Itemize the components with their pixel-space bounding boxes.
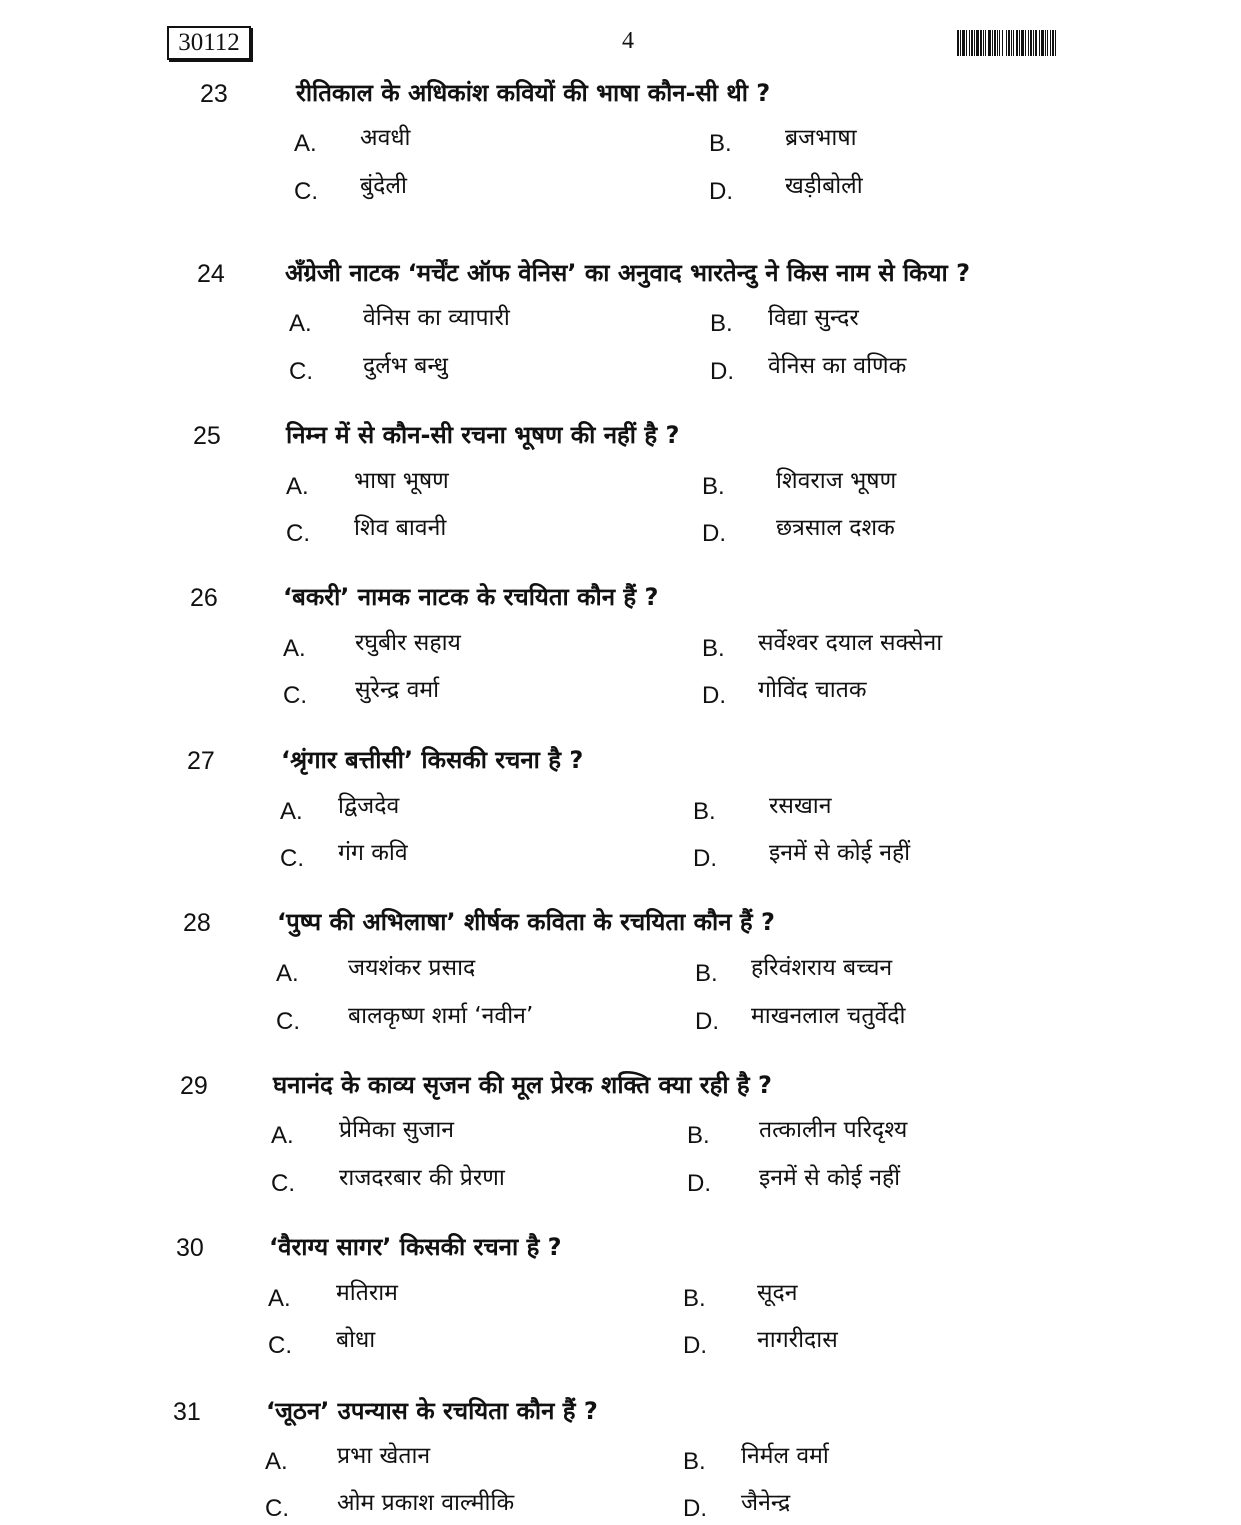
option-c bbox=[265, 1487, 645, 1522]
option-label: A. bbox=[276, 960, 299, 987]
option-c bbox=[283, 674, 663, 708]
option-a bbox=[286, 465, 666, 499]
option-label: D. bbox=[709, 178, 733, 205]
option-c bbox=[268, 1324, 648, 1358]
option-a bbox=[265, 1440, 645, 1474]
option-text: हरिवंशराय बच्चन bbox=[751, 955, 893, 981]
option-text: अवधी bbox=[360, 125, 411, 151]
option-c bbox=[286, 512, 666, 546]
option-label: C. bbox=[286, 520, 310, 547]
option-text: खड़ीबोली bbox=[785, 173, 863, 199]
option-text: इनमें से कोई नहीं bbox=[759, 1165, 901, 1191]
option-text: ओम प्रकाश वाल्मीकि bbox=[337, 1490, 515, 1516]
option-text: इनमें से कोई नहीं bbox=[769, 840, 911, 866]
option-label: C. bbox=[265, 1495, 289, 1522]
option-text: रघुबीर सहाय bbox=[355, 630, 461, 656]
option-label: D. bbox=[693, 845, 717, 872]
option-text: जयशंकर प्रसाद bbox=[348, 955, 476, 981]
option-c bbox=[271, 1162, 651, 1196]
option-a bbox=[280, 790, 660, 824]
option-label: C. bbox=[276, 1008, 300, 1035]
question-number: 23 bbox=[200, 80, 228, 108]
option-a bbox=[268, 1277, 648, 1311]
page-number: 4 bbox=[622, 28, 634, 54]
question-number: 30 bbox=[176, 1234, 204, 1262]
question-text: रीतिकाल के अधिकांश कवियों की भाषा कौन-सी थी ? bbox=[296, 79, 771, 107]
question-text: अँग्रेजी नाटक ‘मर्चेंट ऑफ वेनिस’ का अनुवाद भारतेन्दु ने किस नाम से किया ? bbox=[285, 259, 971, 287]
option-text: द्विजदेव bbox=[338, 793, 400, 819]
option-label: D. bbox=[710, 358, 734, 385]
option-label: A. bbox=[268, 1285, 291, 1312]
question-text: ‘पुष्प की अभिलाषा’ शीर्षक कविता के रचयिता कौन हैं ? bbox=[277, 908, 775, 936]
option-c bbox=[280, 837, 660, 871]
option-label: C. bbox=[283, 682, 307, 709]
option-label: D. bbox=[695, 1008, 719, 1035]
option-text: सर्वेश्वर दयाल सक्सेना bbox=[758, 630, 943, 656]
option-d bbox=[710, 350, 1090, 384]
option-label: B. bbox=[683, 1448, 706, 1475]
option-text: रसखान bbox=[769, 793, 832, 819]
option-d bbox=[687, 1162, 1067, 1196]
question-number: 28 bbox=[183, 909, 211, 937]
option-b bbox=[683, 1277, 1063, 1311]
option-label: A. bbox=[286, 473, 309, 500]
option-b bbox=[687, 1114, 1067, 1148]
option-b bbox=[710, 302, 1090, 336]
option-label: B. bbox=[683, 1285, 706, 1312]
option-label: C. bbox=[271, 1170, 295, 1197]
option-a bbox=[289, 302, 669, 336]
question-text: ‘जूठन’ उपन्यास के रचयिता कौन हैं ? bbox=[266, 1397, 598, 1425]
option-label: A. bbox=[280, 798, 303, 825]
option-a bbox=[271, 1114, 651, 1148]
option-text: राजदरबार की प्रेरणा bbox=[339, 1165, 505, 1191]
option-text: ब्रजभाषा bbox=[785, 125, 857, 151]
option-label: C. bbox=[289, 358, 313, 385]
option-label: B. bbox=[702, 635, 725, 662]
option-text: सुरेन्द्र वर्मा bbox=[355, 677, 440, 703]
option-text: नागरीदास bbox=[757, 1327, 838, 1353]
option-c bbox=[289, 350, 669, 384]
option-text: छत्रसाल दशक bbox=[776, 515, 895, 541]
option-label: B. bbox=[687, 1122, 710, 1149]
question-text: ‘बकरी’ नामक नाटक के रचयिता कौन हैं ? bbox=[283, 583, 659, 611]
question-number: 29 bbox=[180, 1072, 208, 1100]
option-c bbox=[294, 170, 674, 204]
option-b bbox=[695, 952, 1075, 986]
option-d bbox=[683, 1324, 1063, 1358]
option-label: C. bbox=[268, 1332, 292, 1359]
option-d bbox=[693, 837, 1073, 871]
option-text: विद्या सुन्दर bbox=[768, 305, 859, 331]
option-text: गोविंद चातक bbox=[758, 677, 867, 703]
option-d bbox=[709, 170, 1089, 204]
option-label: A. bbox=[271, 1122, 294, 1149]
option-label: B. bbox=[710, 310, 733, 337]
question-number: 27 bbox=[187, 747, 215, 775]
option-text: सूदन bbox=[757, 1280, 798, 1306]
question-number: 25 bbox=[193, 422, 221, 450]
option-label: A. bbox=[283, 635, 306, 662]
option-label: D. bbox=[683, 1495, 707, 1522]
option-label: D. bbox=[683, 1332, 707, 1359]
option-label: C. bbox=[294, 178, 318, 205]
question-number: 26 bbox=[190, 584, 218, 612]
barcode bbox=[957, 30, 1109, 56]
option-d bbox=[702, 512, 1082, 546]
option-d bbox=[702, 674, 1082, 708]
option-text: वेनिस का वणिक bbox=[768, 353, 907, 379]
option-text: वेनिस का व्यापारी bbox=[363, 305, 510, 331]
option-label: A. bbox=[289, 310, 312, 337]
option-text: शिवराज भूषण bbox=[776, 468, 897, 494]
option-label: C. bbox=[280, 845, 304, 872]
option-b bbox=[683, 1440, 1063, 1474]
option-text: दुर्लभ बन्धु bbox=[363, 353, 448, 379]
option-text: भाषा भूषण bbox=[354, 468, 449, 494]
option-text: माखनलाल चतुर्वेदी bbox=[751, 1003, 906, 1029]
option-label: D. bbox=[687, 1170, 711, 1197]
option-label: B. bbox=[709, 130, 732, 157]
question-text: ‘वैराग्य सागर’ किसकी रचना है ? bbox=[269, 1233, 562, 1261]
option-label: B. bbox=[702, 473, 725, 500]
option-text: बालकृष्ण शर्मा ‘नवीन’ bbox=[348, 1003, 534, 1029]
question-number: 24 bbox=[197, 260, 225, 288]
option-label: A. bbox=[265, 1448, 288, 1475]
option-text: तत्कालीन परिदृश्य bbox=[759, 1117, 908, 1143]
option-text: निर्मल वर्मा bbox=[741, 1443, 829, 1469]
option-text: मतिराम bbox=[336, 1280, 398, 1306]
option-label: B. bbox=[693, 798, 716, 825]
option-d bbox=[695, 1000, 1075, 1034]
option-text: प्रेमिका सुजान bbox=[339, 1117, 455, 1143]
option-text: बुंदेली bbox=[360, 173, 407, 199]
option-text: गंग कवि bbox=[338, 840, 408, 866]
option-a bbox=[294, 122, 674, 156]
question-number: 31 bbox=[173, 1398, 201, 1426]
option-b bbox=[709, 122, 1089, 156]
option-text: शिव बावनी bbox=[354, 515, 447, 541]
option-a bbox=[283, 627, 663, 661]
option-b bbox=[702, 627, 1082, 661]
option-label: B. bbox=[695, 960, 718, 987]
option-b bbox=[693, 790, 1073, 824]
question-text: ‘श्रृंगार बत्तीसी’ किसकी रचना है ? bbox=[281, 746, 584, 774]
option-text: जैनेन्द्र bbox=[741, 1490, 791, 1516]
option-d bbox=[683, 1487, 1063, 1522]
option-b bbox=[702, 465, 1082, 499]
option-label: D. bbox=[702, 682, 726, 709]
question-text: निम्न में से कौन-सी रचना भूषण की नहीं है ? bbox=[286, 421, 680, 449]
option-text: बोधा bbox=[336, 1327, 376, 1353]
option-label: A. bbox=[294, 130, 317, 157]
option-label: D. bbox=[702, 520, 726, 547]
paper-code: 30112 bbox=[167, 26, 251, 60]
question-text: घनानंद के काव्य सृजन की मूल प्रेरक शक्ति क्या रही है ? bbox=[273, 1071, 772, 1099]
option-c bbox=[276, 1000, 656, 1034]
option-a bbox=[276, 952, 656, 986]
option-text: प्रभा खेतान bbox=[337, 1443, 431, 1469]
